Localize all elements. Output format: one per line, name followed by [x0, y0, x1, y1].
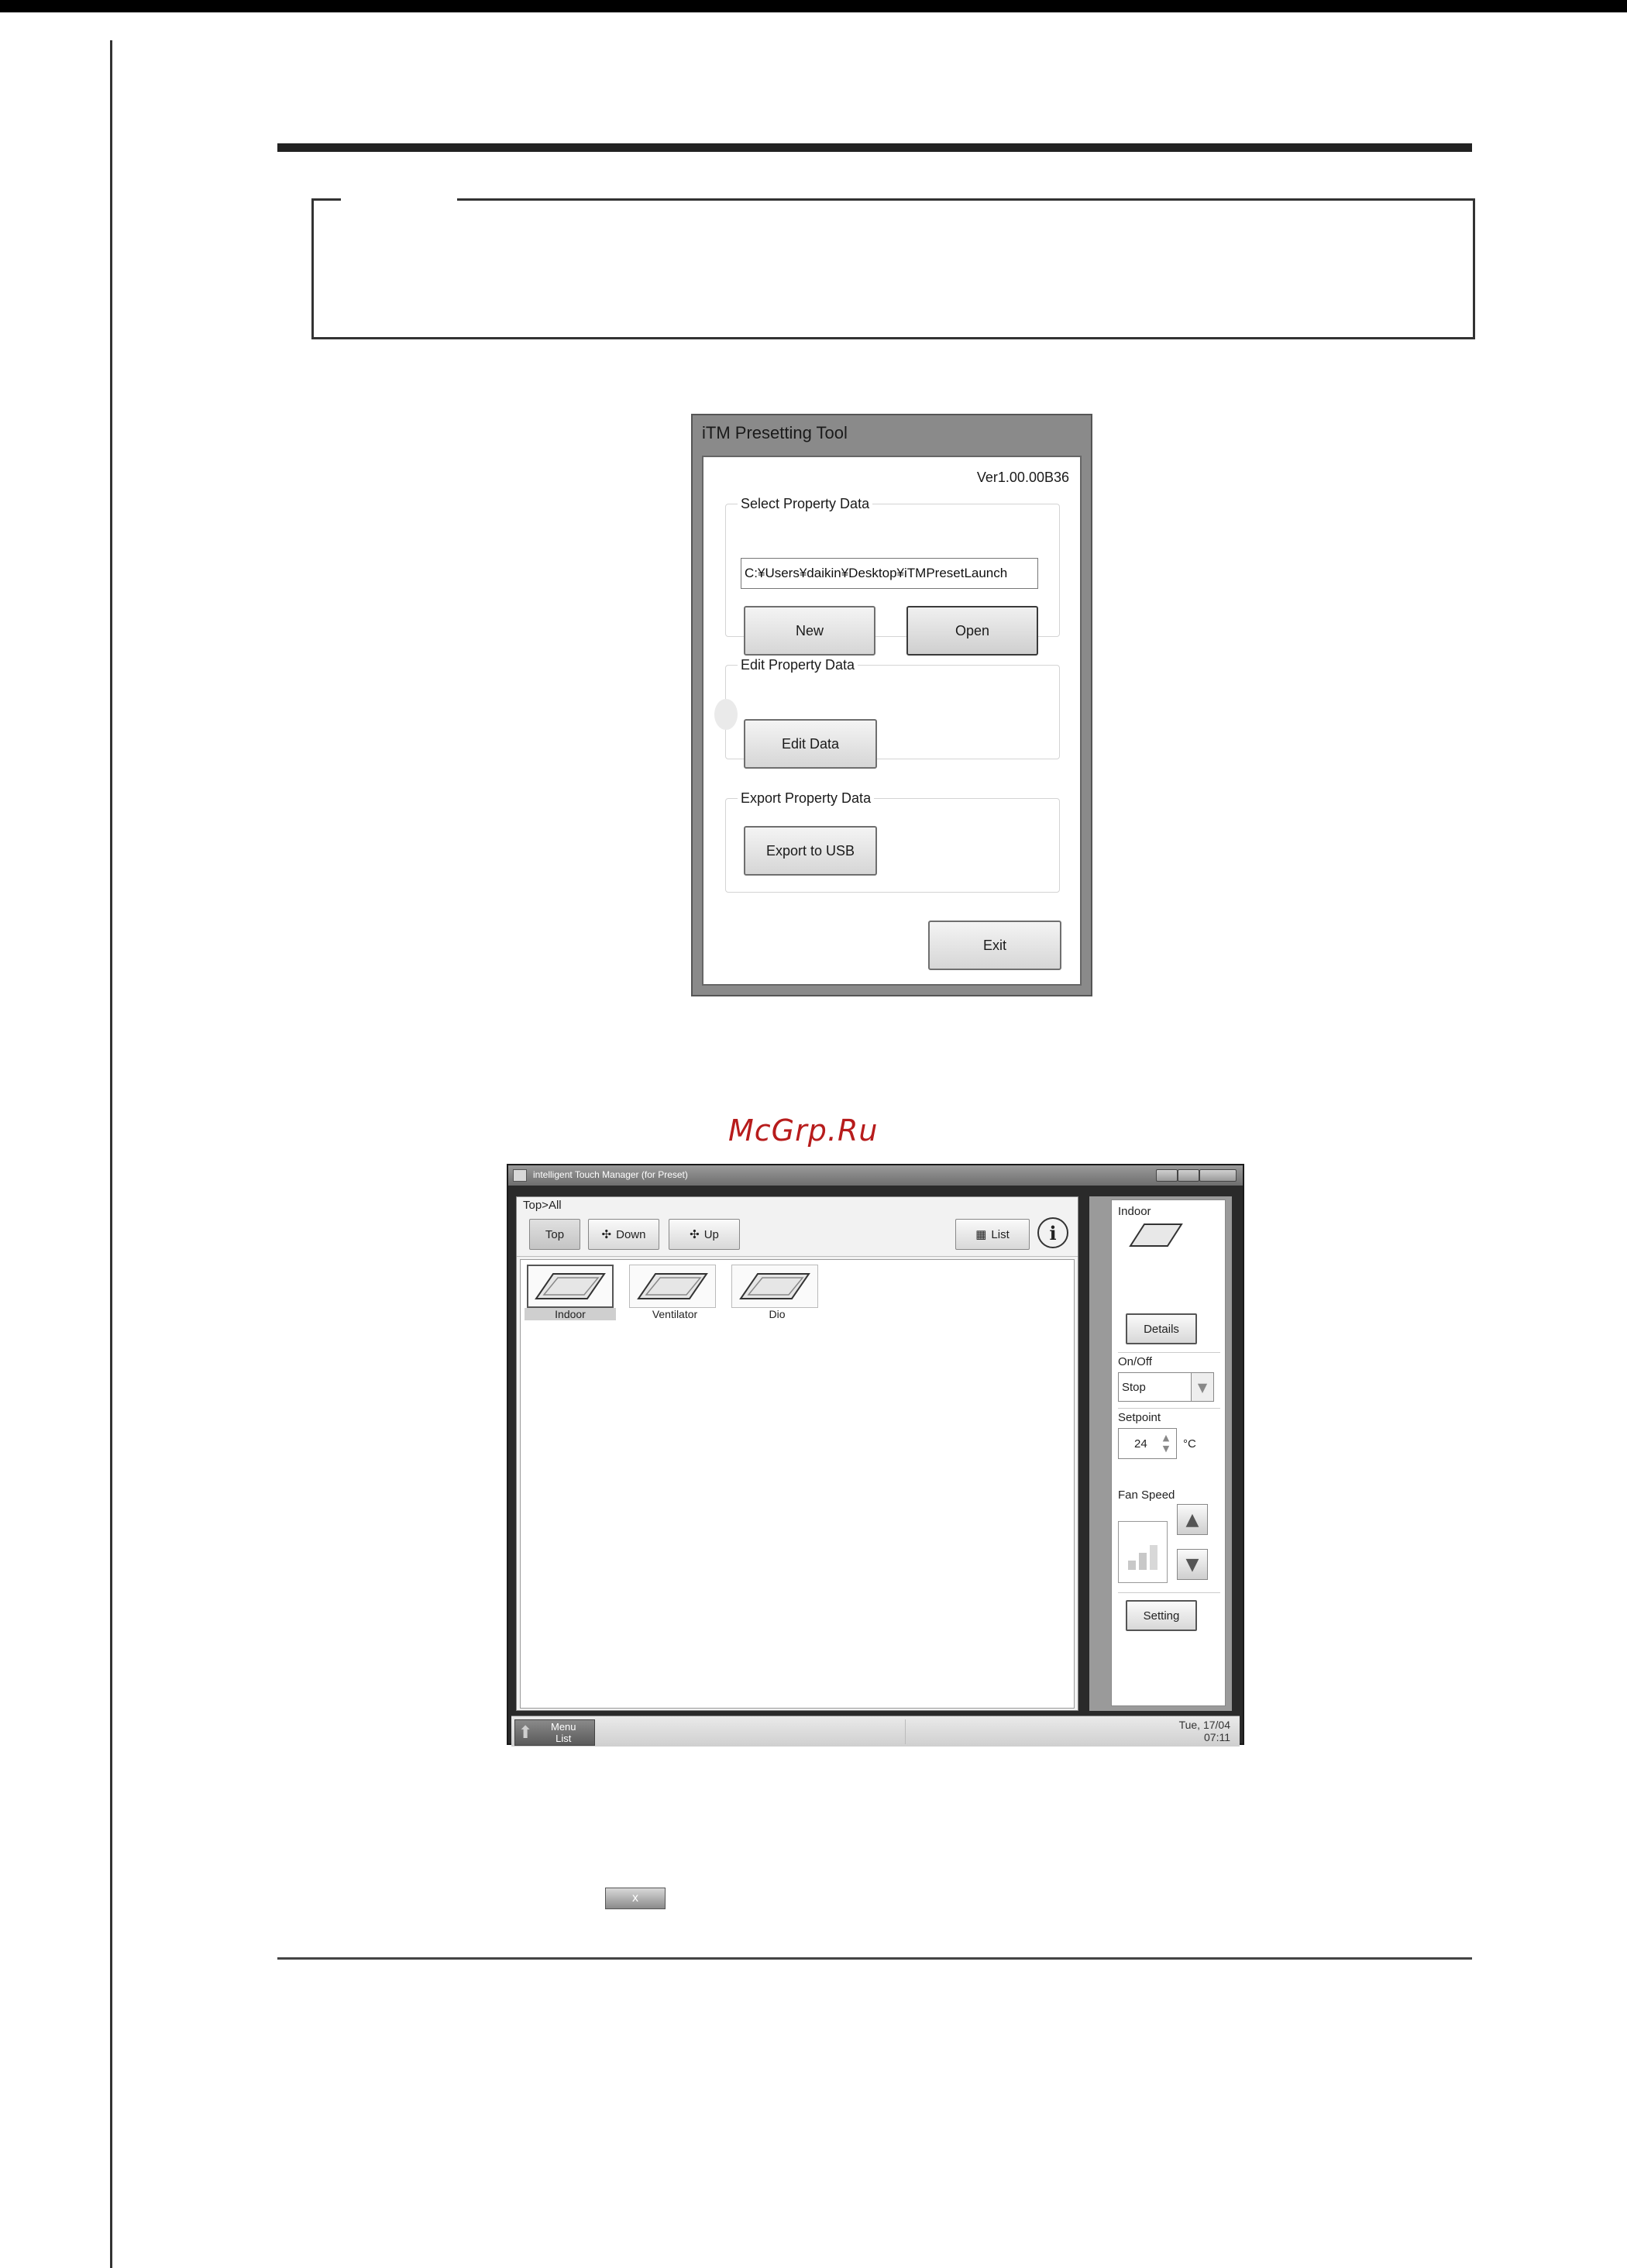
- ventilator-unit-icon: [629, 1265, 716, 1308]
- menu-label: Menu: [551, 1721, 576, 1733]
- version-label: Ver1.00.00B36: [976, 470, 1069, 485]
- maximize-icon[interactable]: [1178, 1169, 1199, 1182]
- items-area: [520, 1259, 1075, 1709]
- item-indoor[interactable]: [527, 1265, 616, 1320]
- section-heading-rule: [277, 143, 1472, 152]
- cursor-highlight: [714, 699, 738, 730]
- status-date: Tue, 17/04: [1178, 1719, 1230, 1731]
- onoff-value: Stop: [1122, 1381, 1146, 1394]
- setpoint-unit: °C: [1183, 1437, 1196, 1451]
- close-button-sample: x: [605, 1888, 666, 1909]
- item-label: Indoor: [525, 1308, 616, 1320]
- new-button[interactable]: New: [744, 606, 875, 656]
- fanspeed-bars-icon: [1127, 1540, 1161, 1571]
- fanspeed-down-button[interactable]: ▼: [1177, 1549, 1208, 1580]
- edit-property-label: Edit Property Data: [738, 657, 858, 673]
- status-divider: [905, 1719, 906, 1744]
- status-time: 07:11: [1204, 1731, 1230, 1743]
- selected-unit-icon: [1129, 1222, 1183, 1251]
- onoff-label: On/Off: [1118, 1355, 1152, 1368]
- item-ventilator[interactable]: [629, 1265, 721, 1320]
- select-property-label: Select Property Data: [738, 496, 872, 512]
- separator: [1118, 1592, 1220, 1593]
- footer-rule: [277, 1957, 1472, 1960]
- property-path-input[interactable]: C:¥Users¥daikin¥Desktop¥iTMPresetLaunch: [741, 558, 1038, 589]
- minimize-icon[interactable]: [1156, 1169, 1178, 1182]
- fan-up-icon: ✣: [690, 1228, 700, 1241]
- chevron-down-icon[interactable]: ▼: [1191, 1373, 1213, 1401]
- breadcrumb: Top>All: [523, 1199, 562, 1212]
- down-button[interactable]: ✣ Down: [588, 1219, 659, 1250]
- app-icon: [513, 1169, 527, 1182]
- fan-down-icon: ✣: [601, 1228, 612, 1241]
- edit-data-button[interactable]: Edit Data: [744, 719, 877, 769]
- list-grid-icon: ▦: [975, 1228, 987, 1241]
- item-label: Ventilator: [652, 1308, 698, 1320]
- setting-button[interactable]: Setting: [1126, 1600, 1197, 1631]
- toolbar-divider: [517, 1256, 1078, 1257]
- watermark: McGrp.Ru: [728, 1113, 879, 1148]
- status-bar: [511, 1716, 1240, 1747]
- main-panel: [516, 1196, 1078, 1711]
- top-border-bar: [0, 0, 1627, 12]
- setpoint-stepper[interactable]: [1118, 1428, 1177, 1459]
- list-button[interactable]: ▦ List: [955, 1219, 1030, 1250]
- top-button[interactable]: Top: [529, 1219, 580, 1250]
- menu-list-button[interactable]: [514, 1719, 595, 1746]
- presetting-tool-window: [691, 414, 1092, 996]
- details-button[interactable]: Details: [1126, 1313, 1197, 1344]
- item-label: Dio: [769, 1308, 786, 1320]
- up-button[interactable]: ✣ Up: [669, 1219, 740, 1250]
- fanspeed-indicator: [1118, 1521, 1168, 1583]
- list-label: List: [556, 1733, 572, 1744]
- setpoint-value: 24: [1134, 1437, 1147, 1451]
- window-body: [702, 456, 1082, 986]
- export-usb-button[interactable]: Export to USB: [744, 826, 877, 876]
- export-property-label: Export Property Data: [738, 790, 874, 807]
- arrow-up-icon: ⬆: [518, 1723, 533, 1743]
- note-box: [311, 198, 1475, 339]
- title-bar: [508, 1165, 1243, 1186]
- open-button[interactable]: Open: [906, 606, 1038, 656]
- window-title: intelligent Touch Manager (for Preset): [533, 1169, 688, 1180]
- setpoint-label: Setpoint: [1118, 1411, 1161, 1424]
- dio-unit-icon: [731, 1265, 818, 1308]
- side-panel-frame: [1089, 1196, 1232, 1711]
- selected-name: Indoor: [1118, 1205, 1151, 1218]
- fanspeed-label: Fan Speed: [1118, 1488, 1175, 1502]
- separator: [1118, 1352, 1220, 1353]
- fanspeed-up-button[interactable]: ▲: [1177, 1504, 1208, 1535]
- separator: [1118, 1408, 1220, 1409]
- exit-button[interactable]: Exit: [928, 921, 1061, 970]
- indoor-unit-icon: [527, 1265, 614, 1308]
- note-box-label-gap: [341, 194, 457, 201]
- item-dio[interactable]: [731, 1265, 823, 1320]
- touch-manager-window: [507, 1164, 1244, 1745]
- onoff-select[interactable]: [1118, 1372, 1214, 1402]
- close-icon[interactable]: [1199, 1169, 1237, 1182]
- side-panel: [1111, 1199, 1226, 1706]
- info-icon[interactable]: i: [1037, 1217, 1068, 1248]
- window-title: iTM Presetting Tool: [702, 423, 848, 442]
- left-margin-rule: [110, 40, 112, 2268]
- stepper-arrows-icon[interactable]: ▲ ▼: [1162, 1433, 1170, 1454]
